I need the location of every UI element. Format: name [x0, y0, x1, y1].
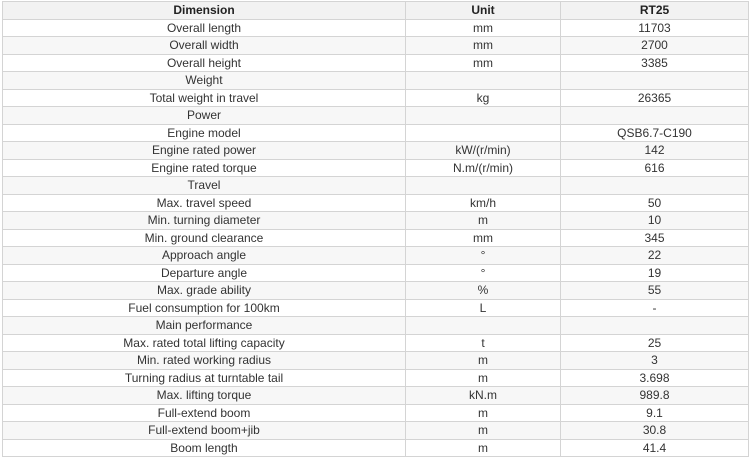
table-row: [3, 177, 749, 195]
value-cell: 3.698: [561, 369, 749, 387]
dimension-cell: Full-extend boom+jib: [3, 422, 406, 440]
dimension-cell: Engine rated torque: [3, 159, 406, 177]
value-cell: 22: [561, 247, 749, 265]
unit-cell: N.m/(r/min): [406, 159, 561, 177]
table-row: [3, 212, 749, 230]
unit-cell: m: [406, 352, 561, 370]
table-row: [3, 334, 749, 352]
unit-cell: mm: [406, 19, 561, 37]
value-cell: 19: [561, 264, 749, 282]
unit-cell: L: [406, 299, 561, 317]
dimension-cell: Min. rated working radius: [3, 352, 406, 370]
dimension-cell: Turning radius at turntable tail: [3, 369, 406, 387]
table-row: [3, 89, 749, 107]
value-cell: 345: [561, 229, 749, 247]
table-row: [3, 387, 749, 405]
table-row: [3, 107, 749, 125]
table-row: [3, 352, 749, 370]
unit-cell: m: [406, 439, 561, 457]
dimension-cell: Fuel consumption for 100km: [3, 299, 406, 317]
table-row: [3, 37, 749, 55]
dimension-cell: Engine rated power: [3, 142, 406, 160]
dimension-cell: Boom length: [3, 439, 406, 457]
unit-cell: kN.m: [406, 387, 561, 405]
value-cell: 55: [561, 282, 749, 300]
unit-cell: [406, 317, 561, 335]
table-row: [3, 194, 749, 212]
table-row: [3, 124, 749, 142]
unit-cell: mm: [406, 229, 561, 247]
dimension-cell: Weight: [3, 72, 406, 90]
dimension-cell: Total weight in travel: [3, 89, 406, 107]
unit-cell: °: [406, 247, 561, 265]
unit-cell: m: [406, 404, 561, 422]
dimension-cell: Overall height: [3, 54, 406, 72]
dimension-cell: Main performance: [3, 317, 406, 335]
header-row: [3, 2, 749, 20]
value-cell: 11703: [561, 19, 749, 37]
value-cell: [561, 317, 749, 335]
table-row: [3, 264, 749, 282]
unit-cell: [406, 72, 561, 90]
table-row: [3, 317, 749, 335]
value-cell: 2700: [561, 37, 749, 55]
dimension-cell: Max. grade ability: [3, 282, 406, 300]
unit-cell: mm: [406, 54, 561, 72]
table-row: [3, 247, 749, 265]
unit-cell: t: [406, 334, 561, 352]
dimension-cell: Travel: [3, 177, 406, 195]
header-unit: Unit: [406, 2, 561, 20]
dimension-cell: Max. rated total lifting capacity: [3, 334, 406, 352]
table-row: [3, 369, 749, 387]
header-model: RT25: [561, 2, 749, 20]
value-cell: 26365: [561, 89, 749, 107]
table-row: [3, 19, 749, 37]
table-row: [3, 54, 749, 72]
value-cell: [561, 72, 749, 90]
unit-cell: kg: [406, 89, 561, 107]
table-body: [3, 19, 749, 457]
dimension-cell: Departure angle: [3, 264, 406, 282]
dimension-cell: Overall length: [3, 19, 406, 37]
table-row: [3, 439, 749, 457]
value-cell: 10: [561, 212, 749, 230]
table-row: [3, 422, 749, 440]
table-row: [3, 159, 749, 177]
unit-cell: mm: [406, 37, 561, 55]
value-cell: QSB6.7-C190: [561, 124, 749, 142]
value-cell: 142: [561, 142, 749, 160]
value-cell: [561, 107, 749, 125]
value-cell: -: [561, 299, 749, 317]
value-cell: 9.1: [561, 404, 749, 422]
dimension-cell: Power: [3, 107, 406, 125]
table-row: [3, 282, 749, 300]
value-cell: 3: [561, 352, 749, 370]
dimension-cell: Engine model: [3, 124, 406, 142]
unit-cell: m: [406, 422, 561, 440]
unit-cell: %: [406, 282, 561, 300]
unit-cell: m: [406, 369, 561, 387]
table-row: [3, 142, 749, 160]
unit-cell: [406, 177, 561, 195]
dimension-cell: Min. turning diameter: [3, 212, 406, 230]
value-cell: 3385: [561, 54, 749, 72]
header-dimension: Dimension: [3, 2, 406, 20]
spec-table: [2, 1, 749, 457]
value-cell: 989.8: [561, 387, 749, 405]
unit-cell: °: [406, 264, 561, 282]
value-cell: 25: [561, 334, 749, 352]
value-cell: [561, 177, 749, 195]
dimension-cell: Min. ground clearance: [3, 229, 406, 247]
unit-cell: km/h: [406, 194, 561, 212]
table-row: [3, 229, 749, 247]
dimension-cell: Full-extend boom: [3, 404, 406, 422]
unit-cell: [406, 107, 561, 125]
unit-cell: [406, 124, 561, 142]
unit-cell: kW/(r/min): [406, 142, 561, 160]
dimension-cell: Overall width: [3, 37, 406, 55]
value-cell: 50: [561, 194, 749, 212]
dimension-cell: Approach angle: [3, 247, 406, 265]
table-row: [3, 72, 749, 90]
value-cell: 616: [561, 159, 749, 177]
dimension-cell: Max. lifting torque: [3, 387, 406, 405]
unit-cell: m: [406, 212, 561, 230]
table-row: [3, 299, 749, 317]
value-cell: 41.4: [561, 439, 749, 457]
table-row: [3, 404, 749, 422]
value-cell: 30.8: [561, 422, 749, 440]
dimension-cell: Max. travel speed: [3, 194, 406, 212]
